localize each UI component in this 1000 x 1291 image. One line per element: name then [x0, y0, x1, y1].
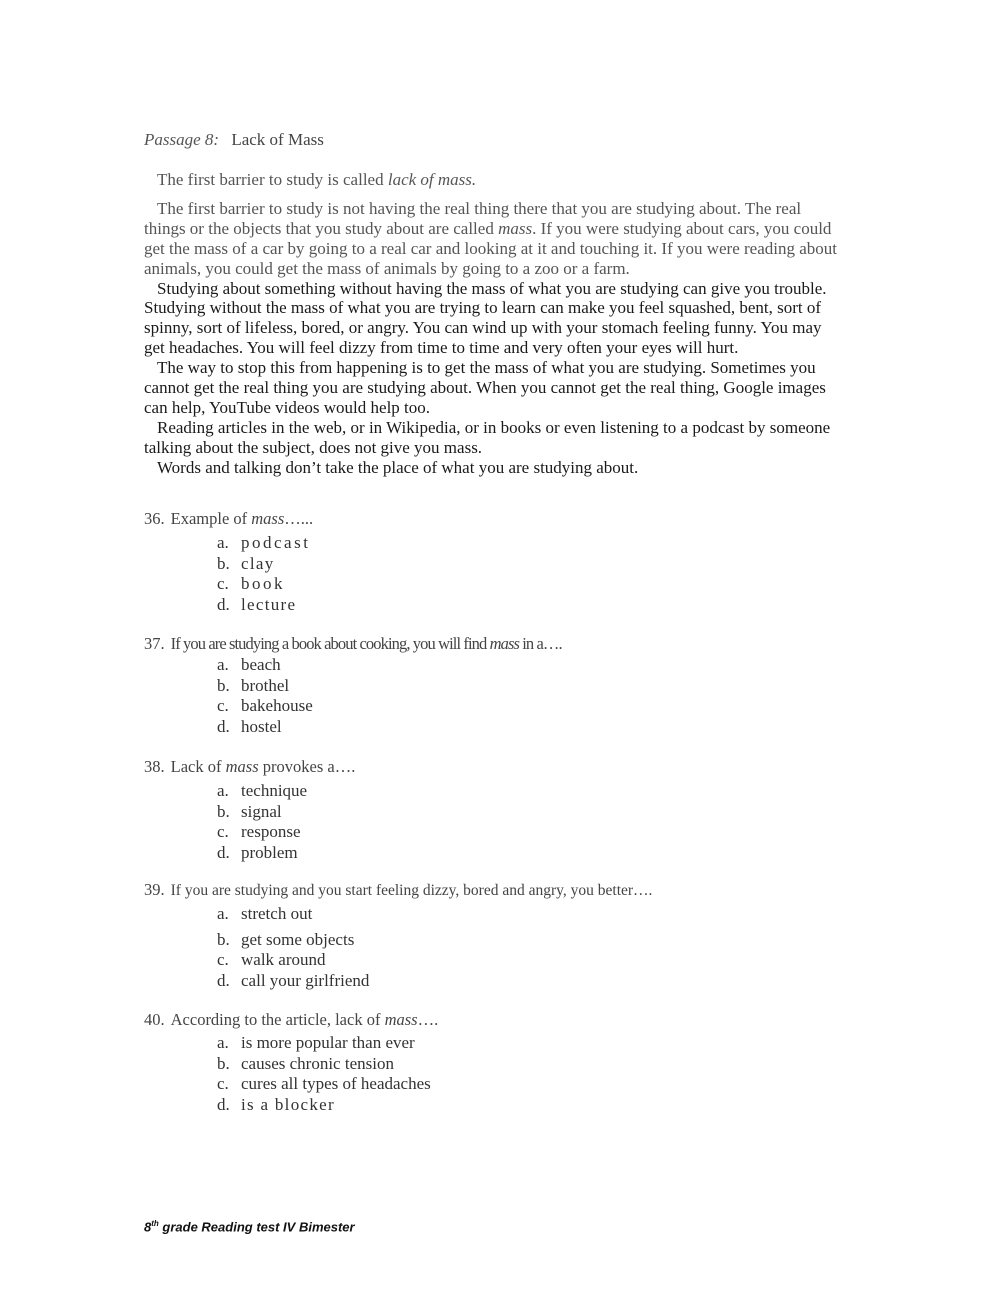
option-37-c[interactable]: c. bakehouse: [217, 696, 313, 715]
option-36-d[interactable]: d. lecture: [217, 594, 297, 614]
option-37-a[interactable]: a. beach: [217, 655, 281, 674]
page-footer: 8th grade Reading test IV Bimester: [144, 1219, 355, 1235]
question-36-options: [217, 533, 310, 615]
question-36: 36. Example of mass…...: [144, 509, 314, 528]
paragraph-4: The way to stop this from happening is to get the mass of what you are studying. Sometimes you cannot get the real thing you are studying about. When you cannot get the real thing, Google images can help, YouTube videos would help too.: [144, 358, 826, 417]
question-38: 38. Lack of mass provokes a….: [144, 757, 356, 776]
question-38-options: [217, 781, 307, 863]
option-40-b[interactable]: b. causes chronic tension: [217, 1053, 394, 1073]
option-39-d[interactable]: d. call your girlfriend: [217, 970, 370, 990]
paragraph-3: Studying about something without having the mass of what you are studying can give you trouble. Studying without the mass of what you are trying to learn can make you feel squashed, bent, sort of spinny, sort of lifeless, bored, or angry. You can wind up with your stomach feeling funny. You may get headaches. You will feel dizzy from time to time and very often your eyes will hurt.: [144, 278, 827, 358]
option-40-d[interactable]: d. is a blocker: [217, 1094, 335, 1114]
option-37-b[interactable]: b. brothel: [217, 675, 290, 695]
passage-label: Passage 8:: [144, 130, 220, 149]
question-40: 40. According to the article, lack of mass….: [144, 1010, 439, 1029]
option-37-d[interactable]: d. hostel: [217, 716, 282, 736]
option-36-b[interactable]: b. clay: [217, 553, 275, 573]
option-38-c[interactable]: c. response: [217, 822, 301, 841]
question-39-options: [217, 904, 369, 991]
passage-heading: [144, 130, 324, 150]
option-36-a[interactable]: a. podcast: [217, 533, 311, 552]
option-38-a[interactable]: a. technique: [217, 781, 308, 800]
question-40-options: [217, 1033, 431, 1115]
question-37-options: [217, 655, 313, 737]
option-38-b[interactable]: b. signal: [217, 801, 282, 821]
option-40-c[interactable]: c. cures all types of headaches: [217, 1074, 431, 1093]
passage-body: [144, 170, 844, 478]
paragraph-6: Words and talking don’t take the place of what you are studying about.: [157, 457, 639, 477]
paragraph-5: Reading articles in the web, or in Wikipedia, or in books or even listening to a podcast by someone talking about the subject, does not give you mass.: [144, 417, 831, 457]
paragraph-2: The first barrier to study is not having the real thing there that you are studying about. The real things or the objects that you study about are called mass. If you were studying about cars, you could get the mass of a car by going to a real car and looking at it and touching it. If you were reading about animals, you could get the mass of animals by going to a zoo or a farm.: [144, 198, 837, 278]
question-37: 37. If you are studying a book about cooking, you will find mass in a….: [144, 634, 562, 653]
option-39-b[interactable]: b. get some objects: [217, 929, 355, 949]
option-36-c[interactable]: c. book: [217, 574, 285, 593]
passage-title: Lack of Mass: [231, 130, 324, 149]
paragraph-1: The first barrier to study is called lack of mass.: [157, 170, 477, 189]
option-39-a[interactable]: a. stretch out: [217, 904, 313, 923]
option-39-c[interactable]: c. walk around: [217, 950, 326, 969]
question-39: 39. If you are studying and you start feeling dizzy, bored and angry, you better….: [144, 880, 653, 899]
option-40-a[interactable]: a. is more popular than ever: [217, 1033, 415, 1052]
option-38-d[interactable]: d. problem: [217, 842, 298, 862]
